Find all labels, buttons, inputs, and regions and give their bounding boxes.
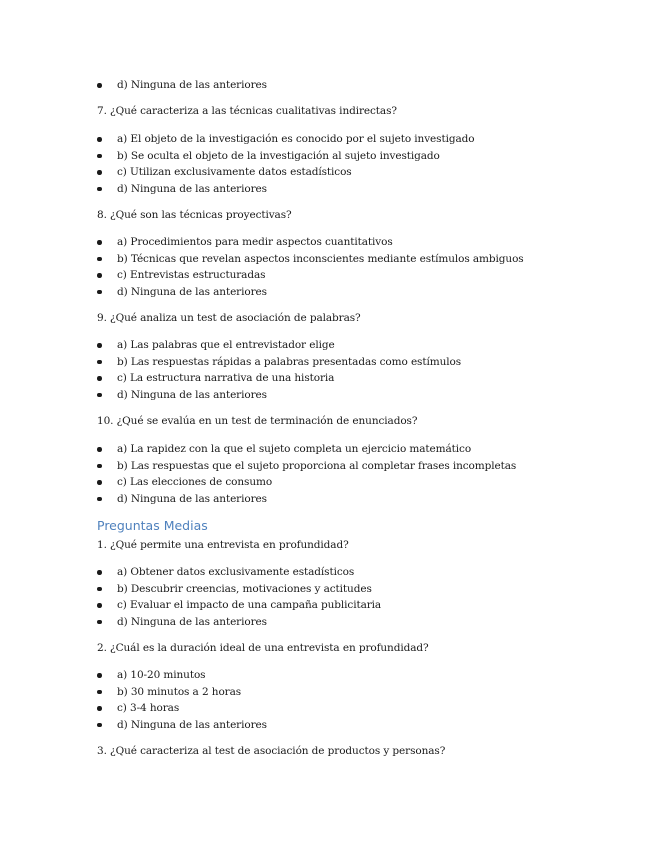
- list-item: c) Evaluar el impacto de una campaña publicitaria: [97, 597, 637, 614]
- option-list: [97, 441, 637, 507]
- question-block: [97, 641, 637, 656]
- list-item: c) La estructura narrativa de una historia: [97, 370, 637, 387]
- option-list: [97, 77, 637, 94]
- question-text: 3. ¿Qué caracteriza al test de asociación de productos y personas?: [97, 745, 446, 757]
- question-block: [97, 538, 637, 553]
- list-item: a) 10-20 minutos: [97, 667, 637, 684]
- list-item: d) Ninguna de las anteriores: [97, 284, 637, 301]
- question-text: 1. ¿Qué permite una entrevista en profundidad?: [97, 539, 349, 551]
- list-item: b) Técnicas que revelan aspectos inconscientes mediante estímulos ambiguos: [97, 251, 637, 268]
- list-item: d) Ninguna de las anteriores: [97, 77, 637, 94]
- options-q10: [97, 441, 637, 507]
- question-block: [97, 414, 637, 429]
- section-heading: Preguntas Medias: [97, 518, 208, 533]
- question-text: 9. ¿Qué analiza un test de asociación de palabras?: [97, 312, 361, 324]
- list-item: c) Entrevistas estructuradas: [97, 267, 637, 284]
- options-q7: [97, 131, 637, 197]
- list-item: a) La rapidez con la que el sujeto completa un ejercicio matemático: [97, 441, 637, 458]
- list-item: d) Ninguna de las anteriores: [97, 491, 637, 508]
- list-item: b) Las respuestas que el sujeto proporciona al completar frases incompletas: [97, 458, 637, 475]
- options-m1: [97, 564, 637, 630]
- list-item: c) Las elecciones de consumo: [97, 474, 637, 491]
- question-block: [97, 311, 637, 326]
- list-item: d) Ninguna de las anteriores: [97, 717, 637, 734]
- question-text: 7. ¿Qué caracteriza a las técnicas cualitativas indirectas?: [97, 105, 397, 117]
- options-q9: [97, 337, 637, 403]
- options-prev: [97, 77, 637, 94]
- list-item: d) Ninguna de las anteriores: [97, 614, 637, 631]
- list-item: a) Procedimientos para medir aspectos cuantitativos: [97, 234, 637, 251]
- option-list: [97, 131, 637, 197]
- options-q8: [97, 234, 637, 300]
- list-item: c) 3-4 horas: [97, 700, 637, 717]
- option-list: [97, 564, 637, 630]
- options-m2: [97, 667, 637, 733]
- list-item: b) Se oculta el objeto de la investigación al sujeto investigado: [97, 148, 637, 165]
- list-item: a) El objeto de la investigación es conocido por el sujeto investigado: [97, 131, 637, 148]
- list-item: c) Utilizan exclusivamente datos estadísticos: [97, 164, 637, 181]
- list-item: d) Ninguna de las anteriores: [97, 181, 637, 198]
- list-item: b) Descubrir creencias, motivaciones y actitudes: [97, 581, 637, 598]
- question-text: 8. ¿Qué son las técnicas proyectivas?: [97, 209, 292, 221]
- question-block: [97, 208, 637, 223]
- option-list: [97, 234, 637, 300]
- question-text: 10. ¿Qué se evalúa en un test de terminación de enunciados?: [97, 415, 418, 427]
- question-block: [97, 744, 637, 759]
- option-list: [97, 337, 637, 403]
- list-item: a) Obtener datos exclusivamente estadísticos: [97, 564, 637, 581]
- list-item: d) Ninguna de las anteriores: [97, 387, 637, 404]
- list-item: a) Las palabras que el entrevistador elige: [97, 337, 637, 354]
- list-item: b) 30 minutos a 2 horas: [97, 684, 637, 701]
- option-list: [97, 667, 637, 733]
- list-item: b) Las respuestas rápidas a palabras presentadas como estímulos: [97, 354, 637, 371]
- question-block: [97, 104, 637, 119]
- question-text: 2. ¿Cuál es la duración ideal de una entrevista en profundidad?: [97, 642, 429, 654]
